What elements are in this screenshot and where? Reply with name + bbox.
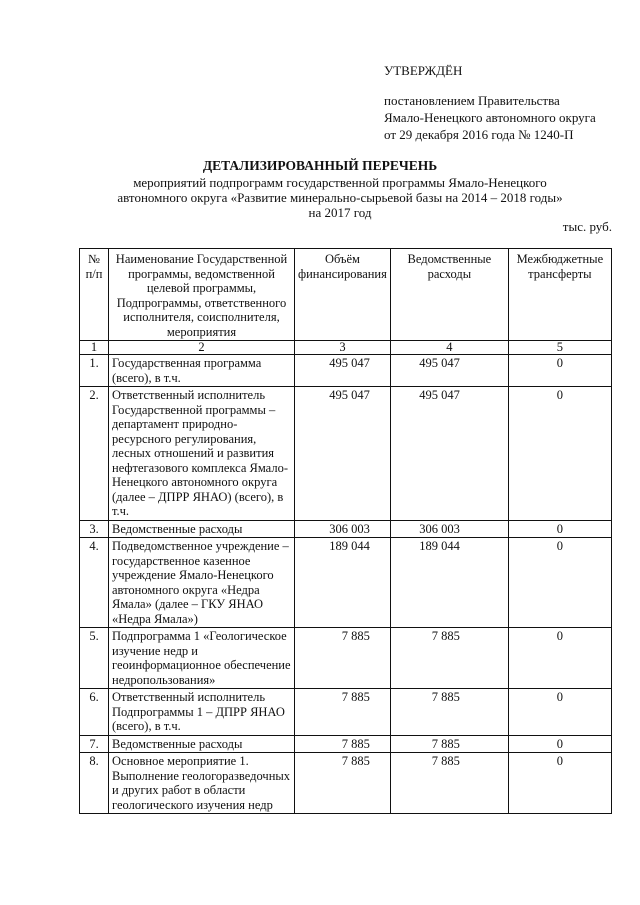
column-header: № п/п bbox=[80, 249, 109, 341]
table-row bbox=[80, 689, 612, 736]
table-header-row bbox=[80, 249, 612, 341]
departmental-expenses: 306 003 bbox=[390, 520, 508, 538]
table-row bbox=[80, 735, 612, 753]
row-number: 6. bbox=[80, 689, 109, 736]
column-number: 3 bbox=[295, 341, 391, 355]
departmental-expenses: 7 885 bbox=[390, 735, 508, 753]
financing-volume: 7 885 bbox=[295, 689, 391, 736]
financing-volume: 495 047 bbox=[295, 355, 391, 387]
row-name: Ответственный исполнитель Подпрограммы 1 – ДПРР ЯНАО (всего), в т.ч. bbox=[109, 689, 295, 736]
document-subtitle bbox=[100, 175, 580, 220]
currency-unit: тыс. руб. bbox=[562, 219, 612, 234]
departmental-expenses: 189 044 bbox=[390, 538, 508, 628]
interbudget-transfers: 0 bbox=[508, 520, 611, 538]
financing-volume: 189 044 bbox=[295, 538, 391, 628]
row-name: Государственная программа (всего), в т.ч. bbox=[109, 355, 295, 387]
row-name: Ответственный исполнитель Государственной программы – департамент природно-ресурсного регулирования, лесных отношений и развития нефтегазового комплекса Ямало-Ненецкого автономного округа (далее – ДПРР ЯНАО) (всего), в т.ч. bbox=[109, 387, 295, 521]
financing-volume: 306 003 bbox=[295, 520, 391, 538]
row-number: 5. bbox=[80, 628, 109, 689]
financing-volume: 7 885 bbox=[295, 753, 391, 814]
interbudget-transfers: 0 bbox=[508, 387, 611, 521]
interbudget-transfers: 0 bbox=[508, 735, 611, 753]
row-number: 2. bbox=[80, 387, 109, 521]
column-header: Ведомственные расходы bbox=[390, 249, 508, 341]
column-number: 1 bbox=[80, 341, 109, 355]
row-name: Основное мероприятие 1. Выполнение геологоразведочных и других работ в области геологического изучения недр bbox=[109, 753, 295, 814]
financing-volume: 7 885 bbox=[295, 628, 391, 689]
approval-block bbox=[384, 62, 596, 143]
row-number: 4. bbox=[80, 538, 109, 628]
subtitle-line: автономного округа «Развитие минерально-сырьевой базы на 2014 – 2018 годы» bbox=[117, 190, 563, 205]
table-row bbox=[80, 520, 612, 538]
row-name: Подведомственное учреждение – государственное казенное учреждение Ямало-Ненецкого автономного округа «Недра Ямала» (далее – ГКУ ЯНАО «Недра Ямала») bbox=[109, 538, 295, 628]
column-number-row bbox=[80, 341, 612, 355]
row-name: Ведомственные расходы bbox=[109, 735, 295, 753]
financing-volume: 495 047 bbox=[295, 387, 391, 521]
document-title: ДЕТАЛИЗИРОВАННЫЙ ПЕРЕЧЕНЬ bbox=[202, 158, 438, 173]
departmental-expenses: 7 885 bbox=[390, 689, 508, 736]
interbudget-transfers: 0 bbox=[508, 538, 611, 628]
subtitle-line: мероприятий подпрограмм государственной программы Ямало-Ненецкого bbox=[133, 175, 547, 190]
financing-table bbox=[79, 248, 612, 814]
interbudget-transfers: 0 bbox=[508, 355, 611, 387]
row-number: 3. bbox=[80, 520, 109, 538]
departmental-expenses: 7 885 bbox=[390, 753, 508, 814]
row-number: 7. bbox=[80, 735, 109, 753]
table-row bbox=[80, 355, 612, 387]
column-header: Межбюджетные трансферты bbox=[508, 249, 611, 341]
approval-line: Ямало-Ненецкого автономного округа bbox=[384, 110, 596, 125]
departmental-expenses: 7 885 bbox=[390, 628, 508, 689]
interbudget-transfers: 0 bbox=[508, 628, 611, 689]
table-row bbox=[80, 628, 612, 689]
financing-volume: 7 885 bbox=[295, 735, 391, 753]
subtitle-line: на 2017 год bbox=[308, 205, 372, 220]
interbudget-transfers: 0 bbox=[508, 753, 611, 814]
approval-line: постановлением Правительства bbox=[384, 93, 560, 108]
row-name: Ведомственные расходы bbox=[109, 520, 295, 538]
row-number: 8. bbox=[80, 753, 109, 814]
departmental-expenses: 495 047 bbox=[390, 387, 508, 521]
approval-heading: УТВЕРЖДЁН bbox=[384, 63, 463, 78]
table-row bbox=[80, 753, 612, 814]
row-name: Подпрограмма 1 «Геологическое изучение недр и геоинформационное обеспечение недропользования» bbox=[109, 628, 295, 689]
interbudget-transfers: 0 bbox=[508, 689, 611, 736]
approval-line: от 29 декабря 2016 года № 1240-П bbox=[384, 127, 574, 142]
column-number: 2 bbox=[109, 341, 295, 355]
column-number: 5 bbox=[508, 341, 611, 355]
column-number: 4 bbox=[390, 341, 508, 355]
departmental-expenses: 495 047 bbox=[390, 355, 508, 387]
row-number: 1. bbox=[80, 355, 109, 387]
column-header: Объём финансирования bbox=[295, 249, 391, 341]
column-header: Наименование Государственной программы, ведомственной целевой программы, Подпрограммы, ответственного исполнителя, соисполнителя, мероприятия bbox=[109, 249, 295, 341]
table-row bbox=[80, 538, 612, 628]
table-row bbox=[80, 387, 612, 521]
